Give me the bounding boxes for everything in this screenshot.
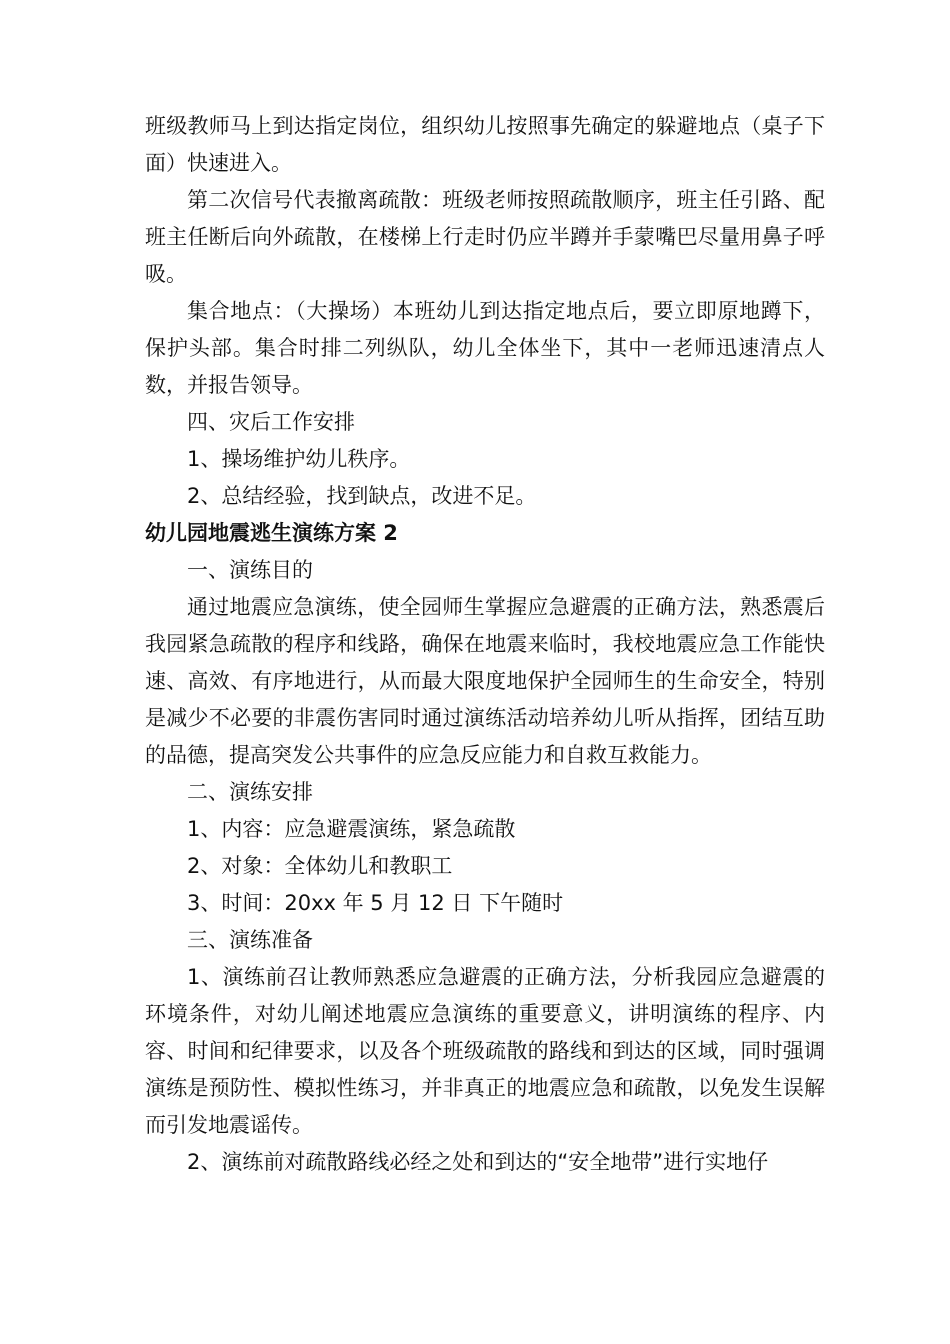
paragraph: 第二次信号代表撤离疏散：班级老师按照疏散顺序，班主任引路、配班主任断后向外疏散，在楼梯上行走时仍应半蹲并手蒙嘴巴尽量用鼻子呼吸。 — [145, 188, 825, 286]
paragraph: 2、演练前对疏散路线必经之处和到达的“安全地带”进行实地仔 — [187, 1150, 769, 1174]
paragraph: 班级教师马上到达指定岗位，组织幼儿按照事先确定的躲避地点（桌子下面）快速进入。 — [145, 114, 825, 175]
list-item: 1、操场维护幼儿秩序。 — [187, 447, 411, 471]
list-item: 1、内容：应急避震演练，紧急疏散 — [187, 817, 516, 841]
section-subheading: 三、演练准备 — [187, 928, 313, 952]
section-subheading: 二、演练安排 — [187, 780, 313, 804]
document-body — [145, 108, 825, 1181]
paragraph: 1、演练前召让教师熟悉应急避震的正确方法，分析我园应急避震的环境条件，对幼儿阐述地震应急演练的重要意义，讲明演练的程序、内容、时间和纪律要求，以及各个班级疏散的路线和到达的区域，同时强调演练是预防性、模拟性练习，并非真正的地震应急和疏散，以免发生误解而引发地震谣传。 — [145, 965, 825, 1137]
section-subheading: 四、灾后工作安排 — [187, 410, 355, 434]
paragraph: 通过地震应急演练，使全园师生掌握应急避震的正确方法，熟悉震后我园紧急疏散的程序和线路，确保在地震来临时，我校地震应急工作能快速、高效、有序地进行，从而最大限度地保护全园师生的生命安全，特别是减少不必要的非震伤害同时通过演练活动培养幼儿听从指挥，团结互助的品德，提高突发公共事件的应急反应能力和自救互救能力。 — [145, 595, 825, 767]
section-title: 幼儿园地震逃生演练方案 2 — [145, 521, 398, 545]
paragraph: 集合地点：（大操场）本班幼儿到达指定地点后，要立即原地蹲下，保护头部。集合时排二列纵队，幼儿全体坐下，其中一老师迅速清点人数，并报告领导。 — [145, 299, 825, 397]
section-subheading: 一、演练目的 — [187, 558, 313, 582]
list-item: 3、时间：20xx 年 5 月 12 日 下午随时 — [187, 891, 564, 915]
list-item: 2、总结经验，找到缺点，改进不足。 — [187, 484, 537, 508]
list-item: 2、对象：全体幼儿和教职工 — [187, 854, 453, 878]
